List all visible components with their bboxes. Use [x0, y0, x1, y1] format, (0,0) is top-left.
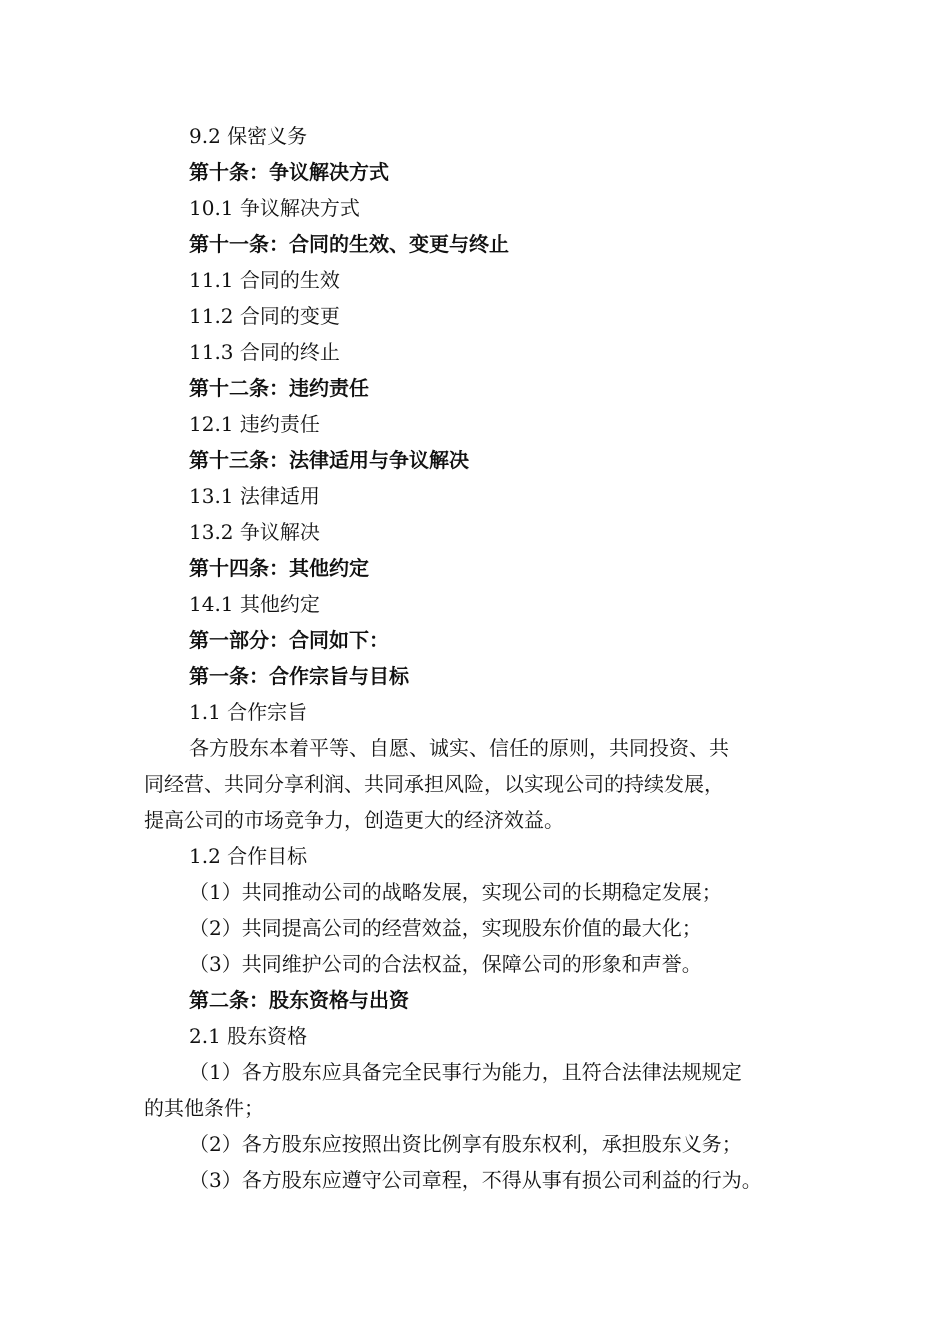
section-13-2: 13.2 争议解决 [189, 520, 320, 544]
section-11-1: 11.1 合同的生效 [189, 268, 340, 292]
part-1-heading: 第一部分：合同如下： [189, 628, 389, 652]
list-item: （3）各方股东应遵守公司章程，不得从事有损公司利益的行为。 [189, 1168, 762, 1192]
article-1-heading: 第一条：合作宗旨与目标 [189, 664, 409, 688]
section-9-2: 9.2 保密义务 [189, 124, 308, 148]
article-11-heading: 第十一条：合同的生效、变更与终止 [189, 232, 509, 256]
section-14-1: 14.1 其他约定 [189, 592, 320, 616]
list-item: （2）共同提高公司的经营效益，实现股东价值的最大化； [189, 916, 702, 940]
section-1-2: 1.2 合作目标 [189, 844, 308, 868]
list-item: （2）各方股东应按照出资比例享有股东权利，承担股东义务； [189, 1132, 742, 1156]
list-item: （1）共同推动公司的战略发展，实现公司的长期稳定发展； [189, 880, 722, 904]
article-13-heading: 第十三条：法律适用与争议解决 [189, 448, 469, 472]
article-12-heading: 第十二条：违约责任 [189, 376, 369, 400]
paragraph-line: 各方股东本着平等、自愿、诚实、信任的原则，共同投资、共 [189, 736, 729, 760]
section-12-1: 12.1 违约责任 [189, 412, 320, 436]
section-1-1: 1.1 合作宗旨 [189, 700, 308, 724]
article-2-heading: 第二条：股东资格与出资 [189, 988, 409, 1012]
paragraph-line: 同经营、共同分享利润、共同承担风险，以实现公司的持续发展， [144, 772, 724, 796]
list-item-continuation: 的其他条件； [144, 1096, 264, 1120]
article-10-heading: 第十条：争议解决方式 [189, 160, 389, 184]
section-11-3: 11.3 合同的终止 [189, 340, 340, 364]
list-item: （1）各方股东应具备完全民事行为能力，且符合法律法规规定 [189, 1060, 742, 1084]
paragraph-line: 提高公司的市场竞争力，创造更大的经济效益。 [144, 808, 564, 832]
article-14-heading: 第十四条：其他约定 [189, 556, 369, 580]
section-13-1: 13.1 法律适用 [189, 484, 320, 508]
document-page [144, 118, 820, 1198]
section-11-2: 11.2 合同的变更 [189, 304, 340, 328]
list-item: （3）共同维护公司的合法权益，保障公司的形象和声誉。 [189, 952, 702, 976]
section-10-1: 10.1 争议解决方式 [189, 196, 360, 220]
section-2-1: 2.1 股东资格 [189, 1024, 308, 1048]
